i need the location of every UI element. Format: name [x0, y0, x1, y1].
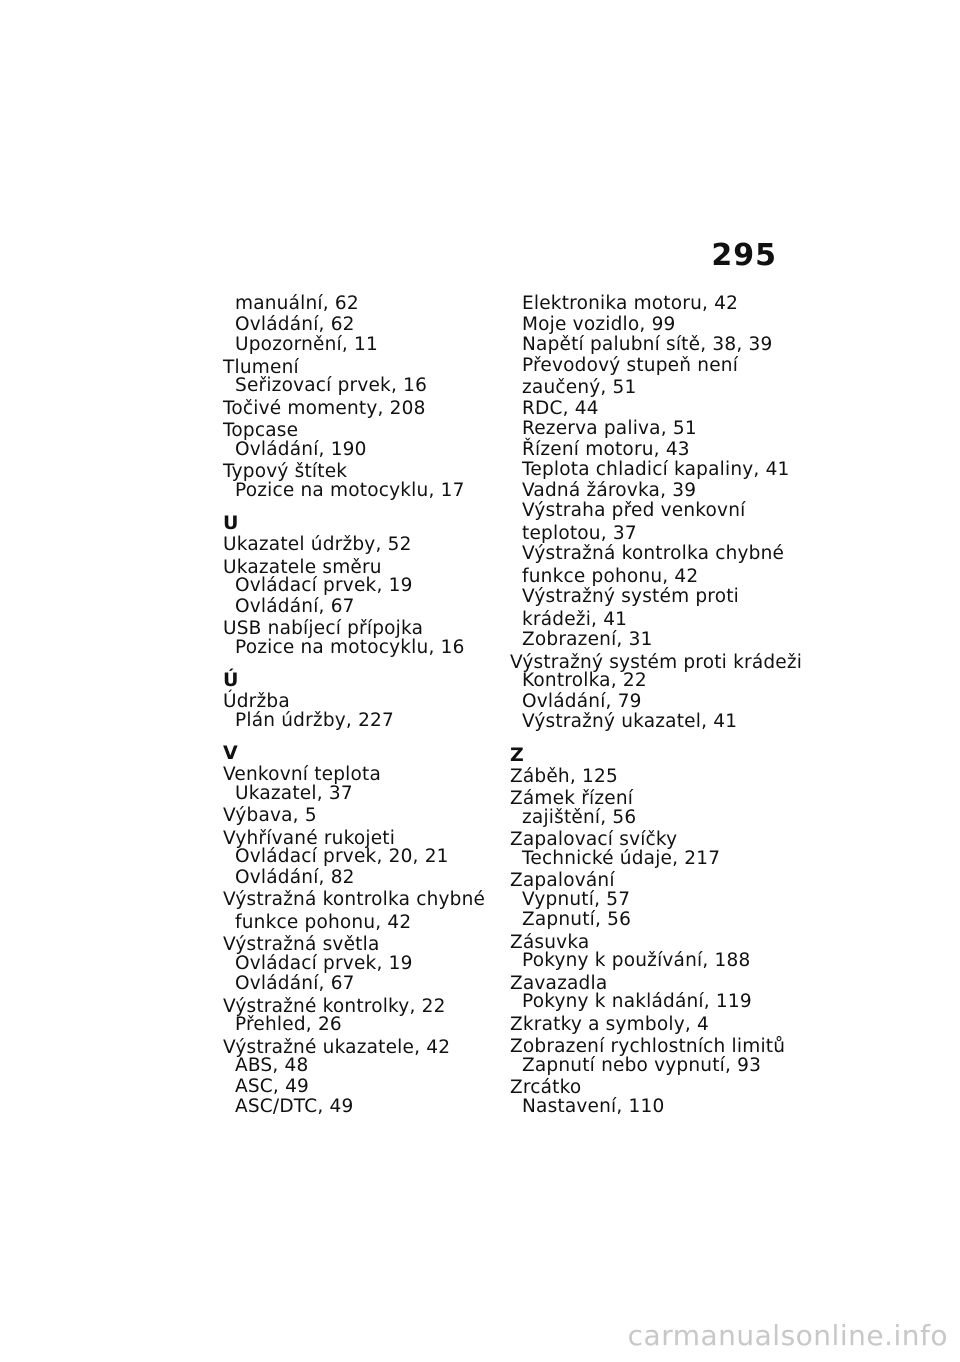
index-subentry: Nastavení, 110 [522, 1095, 665, 1117]
index-entry: Venkovní teplota [223, 764, 382, 785]
index-column-right [510, 293, 803, 1117]
page-number: 295 [711, 238, 777, 273]
index-subentry: Ovládání, 79 [522, 690, 642, 712]
index-subentry: Plán údržby, 227 [235, 709, 394, 731]
index-subentry: Ovládací prvek, 19 [235, 575, 413, 596]
index-subentry: Ovládání, 62 [235, 313, 355, 335]
index-subentry: Ovládání, 82 [235, 866, 355, 888]
index-entry: Zapalování [510, 870, 615, 891]
index-subentry: Převodový stupeň není [522, 354, 739, 376]
index-subentry: zajištění, 56 [522, 806, 637, 828]
index-entry: Točivé momenty, 208 [223, 397, 426, 419]
index-entry: Výstražná kontrolka chybné [223, 889, 486, 910]
index-subentry: Teplota chladicí kapaliny, 41 [522, 459, 790, 480]
index-entry: Údržba [223, 691, 290, 712]
index-section-letter: U [223, 512, 239, 534]
index-subentry: Pokyny k nakládání, 119 [522, 991, 752, 1012]
index-entry: Typový štítek [223, 461, 348, 482]
index-entry: Tlumení [223, 356, 299, 378]
index-column-left [223, 294, 493, 1118]
index-entry: Zásuvka [510, 931, 590, 953]
index-entry: Topcase [223, 420, 299, 441]
index-subentry: Výstražná kontrolka chybné [522, 543, 785, 564]
index-subentry: Ovládací prvek, 20, 21 [235, 846, 449, 867]
index-entry: Výstražný systém proti krádeži [510, 651, 803, 673]
index-subentry: Pozice na motocyklu, 16 [235, 636, 465, 658]
index-section-letter: Z [510, 743, 524, 766]
index-section-letter: V [223, 742, 238, 764]
index-subentry: Upozornění, 11 [235, 334, 378, 355]
index-entry: Ukazatele směru [223, 556, 382, 578]
index-subentry: RDC, 44 [522, 397, 599, 419]
index-subentry: Kontrolka, 22 [522, 670, 647, 691]
index-entry: Výstražná světla [223, 934, 380, 955]
index-subentry: ASC, 49 [235, 1075, 310, 1097]
index-entry-continuation: teplotou, 37 [522, 522, 637, 544]
index-subentry: Ovládání, 190 [235, 438, 367, 460]
index-entry-continuation: zaučený, 51 [522, 377, 637, 398]
index-subentry: Zapnutí, 56 [522, 909, 632, 930]
index-subentry: Napětí palubní sítě, 38, 39 [522, 334, 773, 355]
index-subentry: Výstraha před venkovní [522, 500, 746, 521]
index-entry: Zrcátko [510, 1077, 582, 1098]
index-entry: Zavazadla [510, 972, 608, 994]
index-subentry: Moje vozidlo, 99 [522, 313, 676, 335]
index-subentry: Technické údaje, 217 [522, 847, 721, 869]
index-entry: Zobrazení rychlostních limitů [510, 1036, 786, 1057]
index-subentry: Zobrazení, 31 [522, 629, 653, 650]
index-entry: Zámek řízení [510, 788, 634, 809]
index-subentry: ABS, 48 [235, 1055, 309, 1076]
index-subentry: Ovládání, 67 [235, 595, 355, 617]
index-entry: USB nabíjecí přípojka [223, 618, 424, 639]
index-subentry: Přehled, 26 [235, 1014, 342, 1035]
index-entry: Zkratky a symboly, 4 [510, 1013, 709, 1035]
index-subentry: Zapnutí nebo vypnutí, 93 [522, 1054, 762, 1076]
index-entry: Ukazatel údržby, 52 [223, 534, 412, 555]
index-entry: Zapalovací svíčky [510, 829, 678, 850]
index-entry: Záběh, 125 [510, 765, 618, 787]
index-subentry: Rezerva paliva, 51 [522, 418, 697, 439]
index-section-letter: Ú [223, 669, 239, 691]
index-subentry: Vadná žárovka, 39 [522, 479, 697, 501]
index-entry: Výbava, 5 [223, 805, 317, 826]
index-entry-continuation: funkce pohonu, 42 [235, 911, 412, 933]
index-subentry: Výstražný systém proti [522, 586, 740, 607]
watermark-text: carmanualsonline.info [627, 1319, 948, 1352]
index-subentry: Seřizovací prvek, 16 [235, 375, 428, 396]
index-subentry: ASC/DTC, 49 [235, 1096, 354, 1117]
index-subentry: manuální, 62 [235, 293, 359, 314]
index-entry: Výstražné ukazatele, 42 [223, 1036, 451, 1058]
index-subentry: Ovládání, 67 [235, 973, 355, 994]
index-subentry: Elektronika motoru, 42 [522, 293, 739, 314]
index-entry-continuation: funkce pohonu, 42 [522, 565, 699, 587]
index-subentry: Ovládací prvek, 19 [235, 952, 413, 974]
index-subentry: Pokyny k používání, 188 [522, 950, 751, 971]
index-subentry: Pozice na motocyklu, 17 [235, 479, 465, 501]
index-subentry: Výstražný ukazatel, 41 [522, 711, 738, 732]
index-entry-continuation: krádeži, 41 [522, 608, 628, 630]
index-subentry: Vypnutí, 57 [522, 888, 631, 910]
index-subentry: Řízení motoru, 43 [522, 438, 690, 460]
index-subentry: Ukazatel, 37 [235, 782, 353, 804]
index-entry: Vyhřívané rukojeti [223, 827, 396, 849]
index-entry: Výstražné kontrolky, 22 [223, 995, 446, 1017]
